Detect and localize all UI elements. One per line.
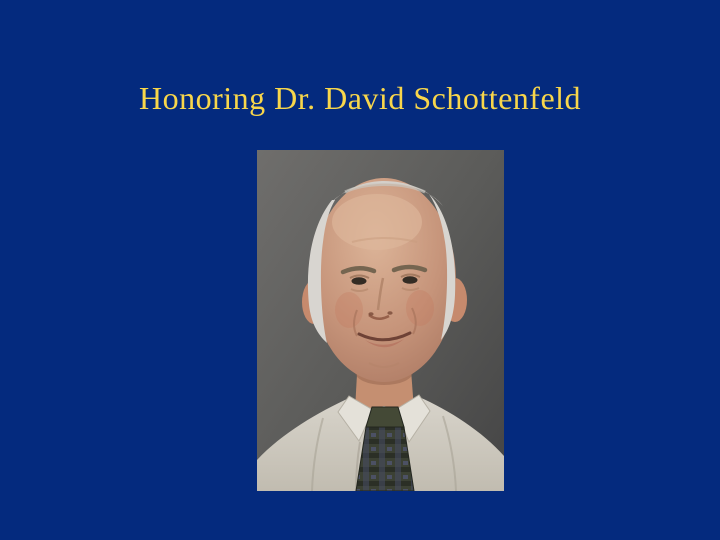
portrait-photo [257, 150, 504, 491]
cheek-right [406, 290, 434, 326]
portrait-illustration [257, 150, 504, 491]
forehead-highlight [332, 194, 422, 250]
slide-title: Honoring Dr. David Schottenfeld [138, 80, 582, 116]
nostril-right [387, 311, 392, 315]
tie-knot [366, 407, 404, 427]
nostril-left [368, 312, 373, 316]
cheek-left [335, 292, 363, 328]
eye-right [403, 276, 418, 284]
eye-left [352, 277, 367, 285]
tie-body [356, 427, 414, 491]
